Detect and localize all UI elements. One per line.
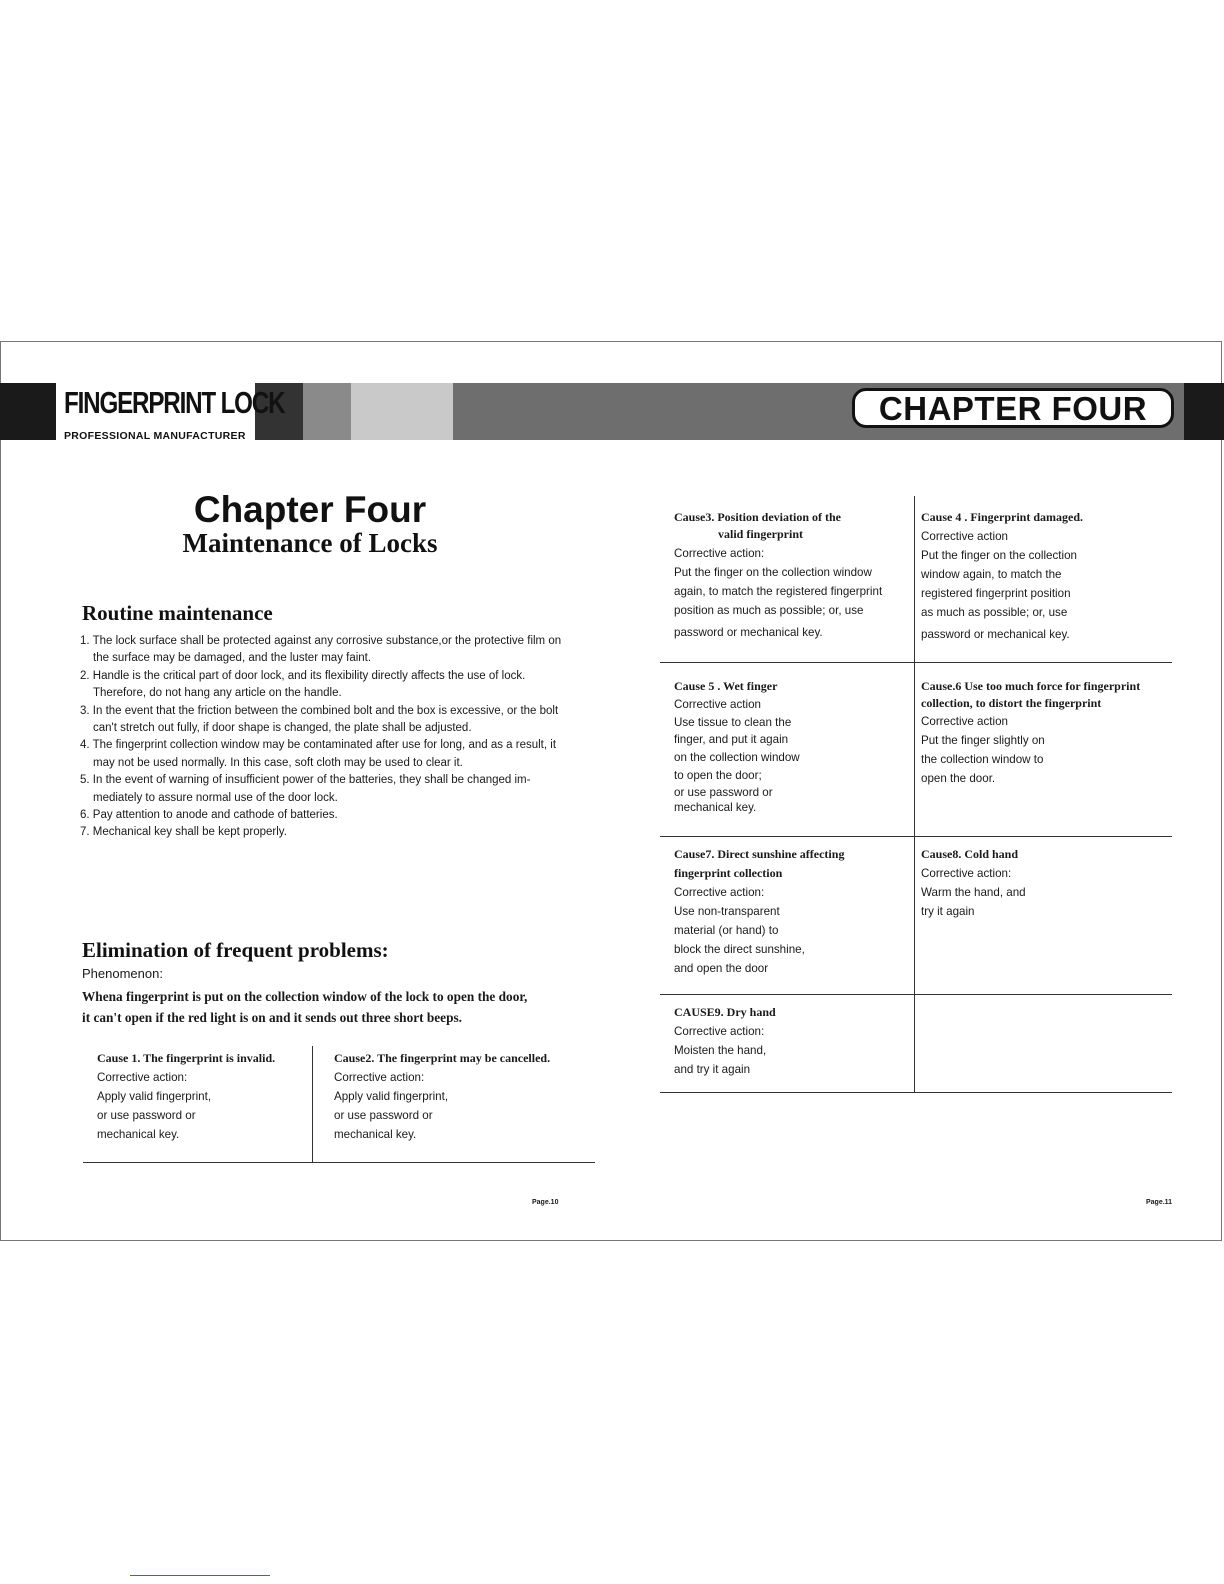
cause-line: Corrective action: [921, 867, 1012, 880]
phenomenon-line: Whena fingerprint is put on the collection window of the lock to open the door, [82, 989, 528, 1004]
list-item: 4. The fingerprint collection window may be contaminated after use for long, and as a result, it may not be used normally. In this case, soft cloth may be used to clear it. [80, 739, 557, 769]
cause-line: Warm the hand, and [921, 886, 1026, 899]
cause-title: fingerprint collection [674, 866, 783, 880]
header-band-mid [303, 383, 351, 440]
cause-line: material (or hand) to [674, 924, 779, 937]
cause-line: Apply valid fingerprint, [334, 1090, 449, 1103]
cause-6-cell [921, 678, 1140, 788]
cause-line: Corrective action [921, 715, 1008, 728]
table-divider [914, 496, 915, 1092]
page-title: Chapter Four [193, 489, 427, 530]
cause-line: try it again [921, 905, 975, 918]
header-band-light [351, 383, 453, 440]
cause-line: Put the finger on the collection window [674, 566, 872, 579]
cause-line: and open the door [674, 962, 769, 975]
brand-logo: FINGERPRINT LOCK [64, 385, 285, 420]
cause-line: window again, to match the [921, 568, 1062, 581]
cause-line: the collection window to [921, 753, 1044, 766]
cause-line: Put the finger on the collection [921, 549, 1077, 562]
page-subtitle: Maintenance of Locks [182, 528, 438, 558]
cause-line: Moisten the hand, [674, 1044, 767, 1057]
table-divider [83, 1162, 595, 1163]
cause-title: Cause 5 . Wet finger [674, 679, 778, 693]
elimination-heading: Elimination of frequent problems: [82, 938, 389, 962]
page-number: Page.10 [532, 1199, 559, 1206]
header-band-right-block [1184, 383, 1224, 440]
cause-line: to open the door; [674, 768, 762, 782]
table-divider [660, 1092, 1172, 1093]
cause-line: on the collection window [674, 751, 800, 765]
list-item: 2. Handle is the critical part of door lock, and its flexibility directly affects the use of lock. Therefore, do not hang any article on the handle. [80, 669, 526, 700]
cause-title: Cause 1. The fingerprint is invalid. [97, 1051, 276, 1065]
cause-5-cell [674, 678, 800, 815]
cause-9-cell [674, 1003, 776, 1079]
cause-line: Put the finger slightly on [921, 734, 1045, 747]
table-divider [660, 994, 1172, 995]
bottom-rule [130, 1575, 270, 1576]
cause-line: password or mechanical key. [674, 626, 823, 639]
routine-heading: Routine maintenance [82, 601, 273, 625]
table-divider [312, 1046, 313, 1162]
cause-line: registered fingerprint position [921, 587, 1071, 600]
cause-title: Cause.6 Use too much force for fingerprint [921, 679, 1141, 693]
cause-line: and try it again [674, 1063, 751, 1076]
cause-line: Corrective action: [334, 1071, 425, 1084]
cause-line: password or mechanical key. [921, 628, 1070, 641]
page-number: Page.11 [1146, 1199, 1173, 1206]
phenomenon-label: Phenomenon: [82, 966, 163, 981]
cause-line: Corrective action: [674, 547, 765, 560]
list-item: 7. Mechanical key shall be kept properly. [80, 826, 287, 839]
cause-title: Cause3. Position deviation of the [674, 510, 842, 524]
cause-title: Cause7. Direct sunshine affecting [674, 847, 845, 861]
cause-line: mechanical key. [97, 1128, 180, 1141]
chapter-label: CHAPTER FOUR [852, 388, 1174, 428]
list-item: 1. The lock surface shall be protected against any corrosive substance,or the protective film on the surface may be damaged, and the luster may faint. [80, 635, 562, 665]
list-item: 5. In the event of warning of insufficient power of the batteries, they shall be changed im- mediately to assure normal use of the door lock. [80, 774, 531, 804]
cause-title: Cause2. The fingerprint may be cancelled. [334, 1051, 551, 1065]
cause-line: Corrective action: [674, 886, 765, 899]
cause-line: Corrective action: [674, 1025, 765, 1038]
cause-4-cell [921, 508, 1083, 644]
cause-line: finger, and put it again [674, 733, 789, 747]
table-divider [660, 836, 1172, 837]
cause-line: again, to match the registered fingerprint [674, 585, 883, 598]
cause-line: or use password or [334, 1109, 433, 1122]
cause-title: Cause8. Cold hand [921, 847, 1019, 861]
cause-line: Corrective action [674, 697, 761, 711]
cause-7-cell [674, 845, 844, 978]
cause-line: mechanical key. [674, 800, 757, 814]
cause-8-cell [921, 845, 1026, 921]
brand-subtitle: PROFESSIONAL MANUFACTURER [64, 430, 246, 442]
table-divider [660, 662, 1172, 663]
cause-title: CAUSE9. Dry hand [674, 1005, 776, 1019]
cause-line: Corrective action: [97, 1071, 188, 1084]
cause-line: block the direct sunshine, [674, 943, 805, 956]
routine-list [80, 633, 570, 842]
cause-line: mechanical key. [334, 1128, 417, 1141]
cause-line: position as much as possible; or, use [674, 604, 864, 617]
cause-line: Apply valid fingerprint, [97, 1090, 212, 1103]
cause-1-cell [97, 1049, 275, 1144]
header-band-left-block [0, 383, 56, 440]
cause-title: collection, to distort the fingerprint [921, 696, 1102, 710]
cause-3-cell [674, 508, 882, 642]
cause-line: Corrective action [921, 530, 1008, 543]
cause-2-cell [334, 1049, 550, 1144]
cause-line: as much as possible; or, use [921, 606, 1068, 619]
cause-title: Cause 4 . Fingerprint damaged. [921, 510, 1083, 524]
cause-line: Use tissue to clean the [674, 715, 792, 729]
cause-line: or use password or [674, 785, 773, 799]
cause-title: valid fingerprint [718, 527, 804, 541]
cause-line: Use non-transparent [674, 905, 780, 918]
cause-line: or use password or [97, 1109, 196, 1122]
cause-line: open the door. [921, 772, 996, 785]
list-item: 6. Pay attention to anode and cathode of batteries. [80, 809, 338, 822]
list-item: 3. In the event that the friction between the combined bolt and the box is excessive, or the bolt can't stretch out fully, if door shape is changed, the plate shall be adjusted. [80, 704, 559, 735]
phenomenon-line: it can't open if the red light is on and it sends out three short beeps. [82, 1010, 462, 1025]
